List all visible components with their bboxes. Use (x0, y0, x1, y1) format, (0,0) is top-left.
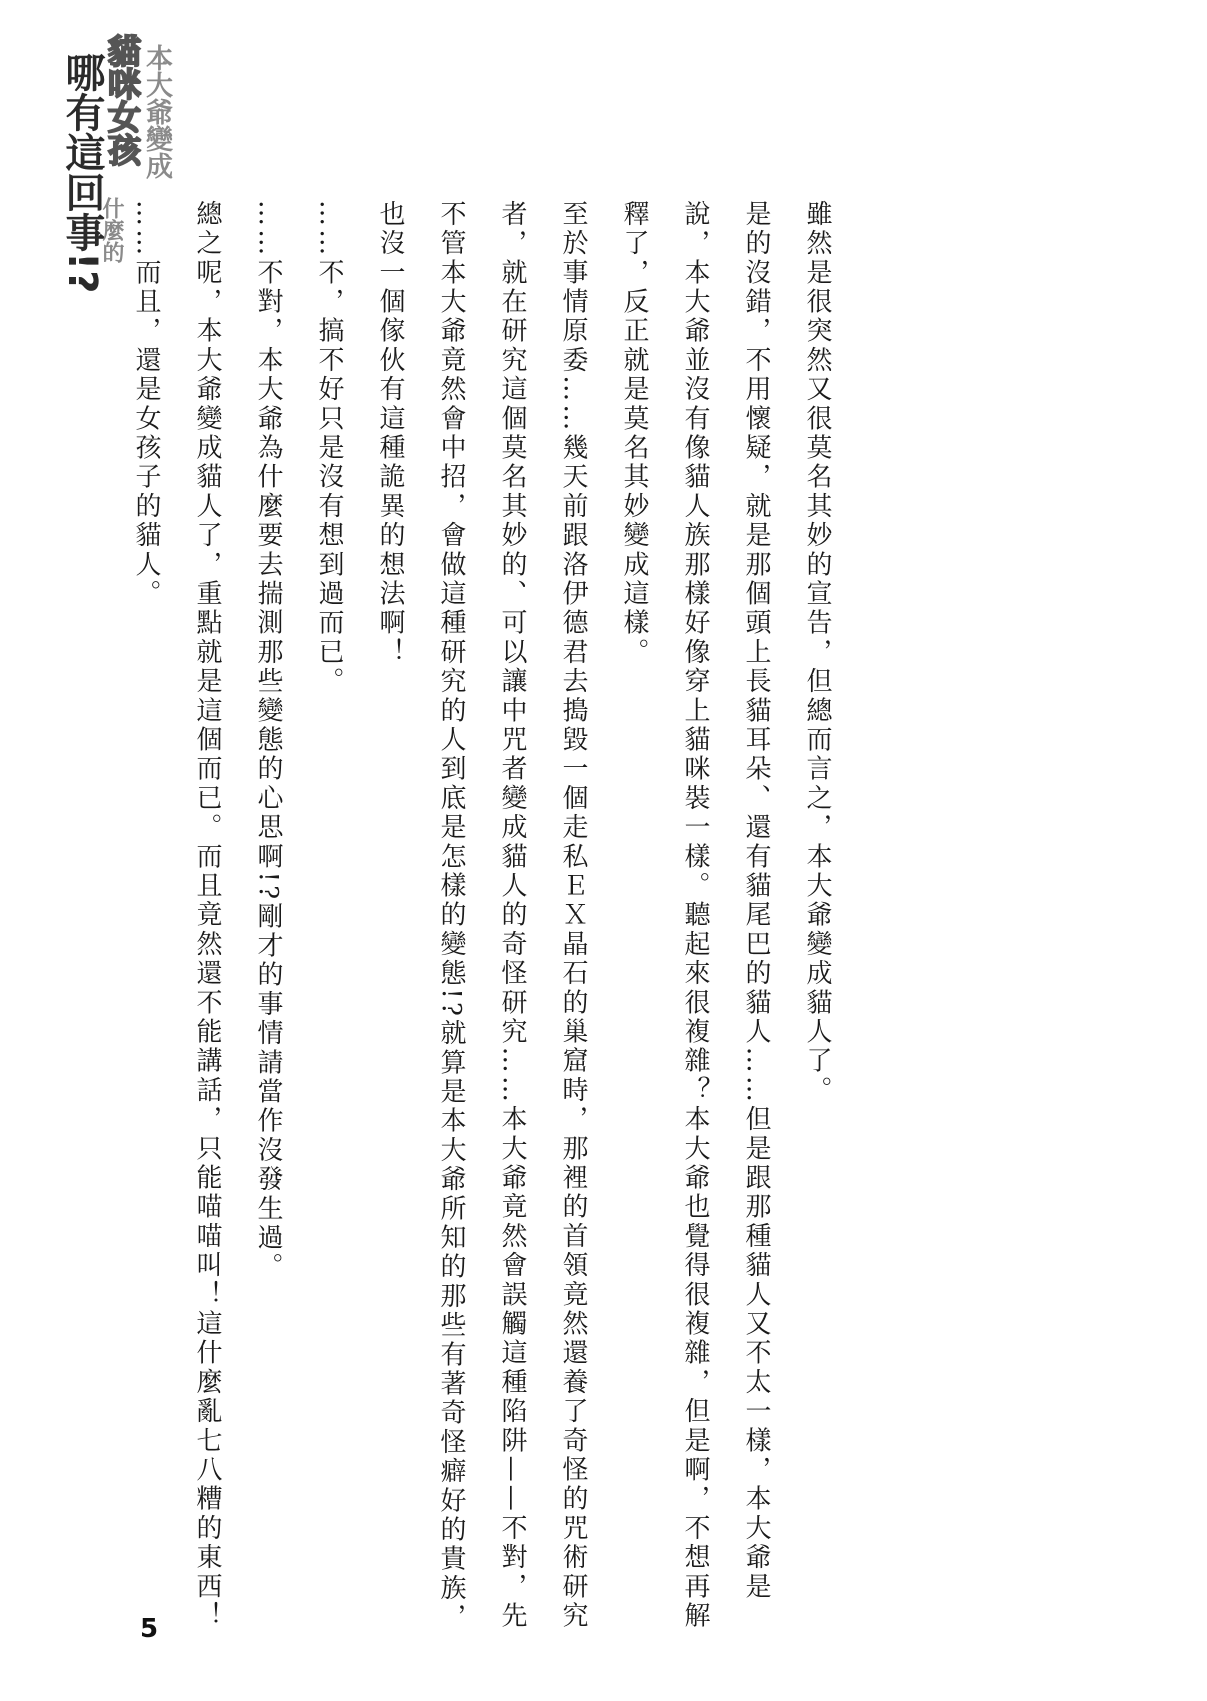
paragraph: 總之呢，本大爺變成貓人了，重點就是這個而已。而且竟然還不能講話，只能喵喵叫！這什麼亂七八糟的東西！ (192, 200, 222, 1631)
paragraph: 是的沒錯，不用懷疑，就是那個頭上長貓耳朵、還有貓尾巴的貓人……但是跟那種貓人又不太一樣，本大爺是說，本大爺並沒有像貓人族那樣好像穿上貓咪裝一樣。聽起來很複雜？本大爺也覺得很複雜，但是啊，不想再解釋了，反正就是莫名其妙變成這樣。 (619, 200, 771, 1631)
page-number: 5 (140, 1614, 159, 1644)
paragraph: 雖然是很突然又很莫名其妙的宣告，但總而言之，本大爺變成貓人了。 (802, 200, 832, 1106)
body-text (131, 200, 847, 1640)
paragraph: 至於事情原委……幾天前跟洛伊德君去搗毀一個走私ＥＸ晶石的巢窟時，那裡的首領竟然還養了奇怪的咒術研究者，就在研究這個莫名其妙的、可以讓中咒者變成貓人的奇怪研究……本大爺竟然會誤觸這種陷阱——不對，先不管本大爺竟然會中招，會做這種研究的人到底是怎樣的變態!?就算是本大爺所知的那些有著奇怪癖好的貴族，也沒一個傢伙有這種詭異的想法啊！ (375, 200, 588, 1633)
logo-line-2b: 什麼的 (99, 197, 124, 263)
logo-line-2: 貓咪女孩 (103, 34, 142, 166)
paragraph: ……而且，還是女孩子的貓人。 (131, 200, 161, 609)
paragraph: ……不對，本大爺為什麼要去揣測那些變態的心思啊!?剛才的事情請當作沒發生過。 (253, 200, 283, 1282)
logo-line-1: 本大爺變成 (141, 44, 172, 179)
logo-line-3: 哪有這回事!? (59, 52, 105, 294)
paragraph: ……不，搞不好只是沒有想到過而已。 (314, 200, 344, 697)
